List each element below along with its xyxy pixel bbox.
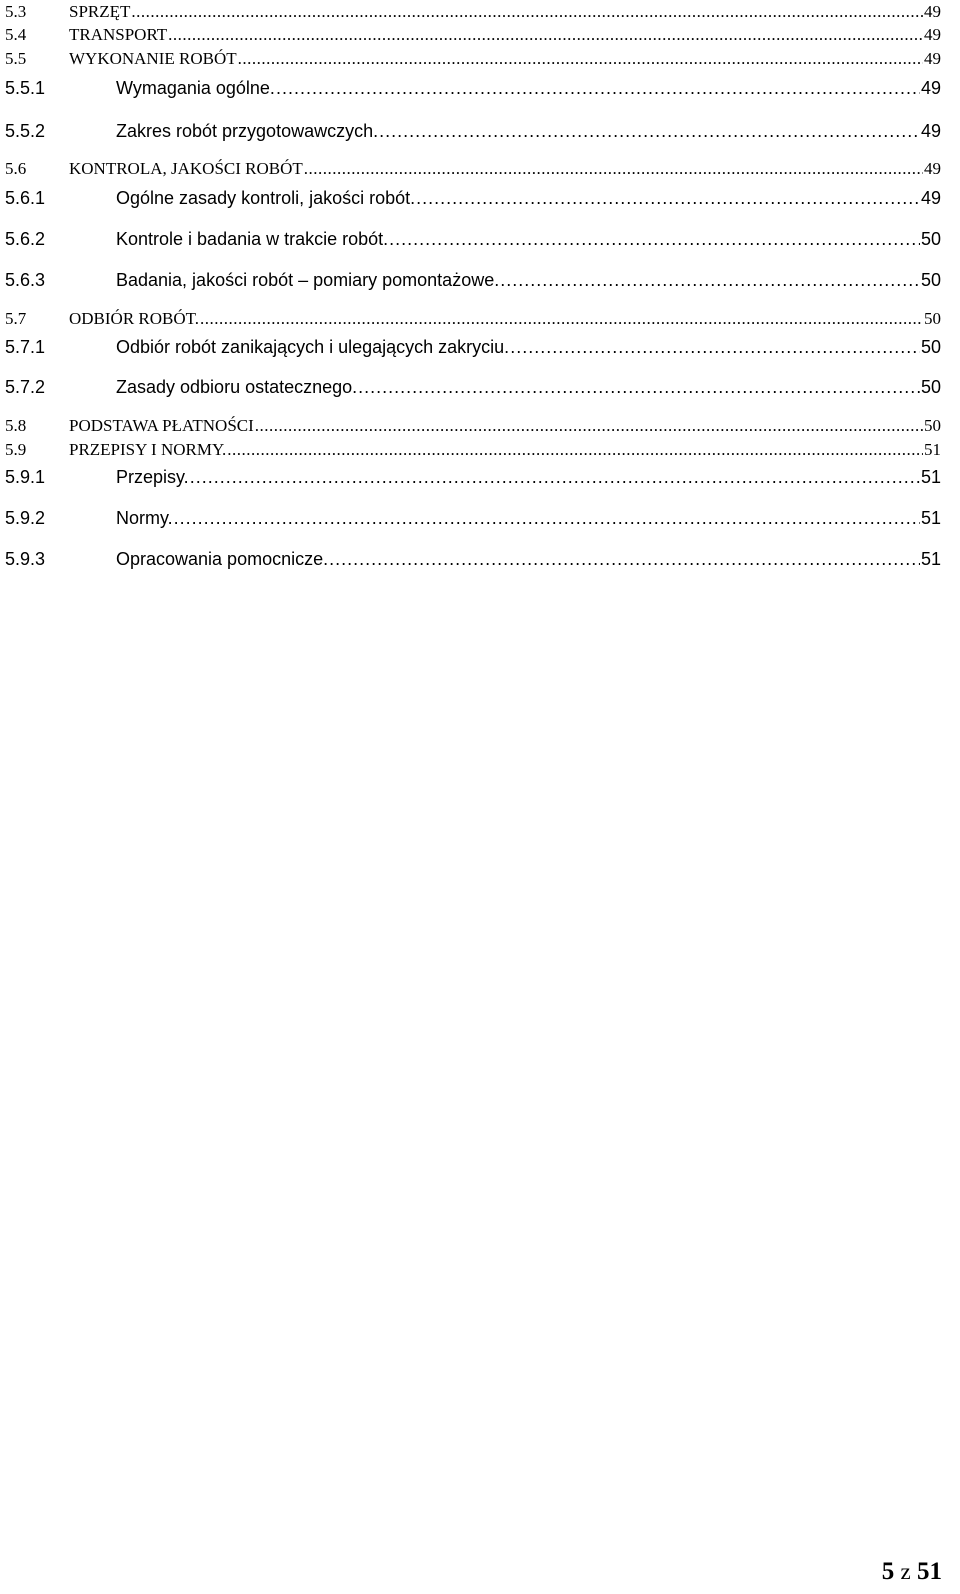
toc-entry[interactable] [5,269,941,291]
toc-number: 5.6.1 [5,188,46,208]
toc-leader [190,466,920,488]
toc-leader [255,416,923,436]
toc-page: 51 [924,440,941,459]
toc-leader [379,120,920,142]
toc-page: 49 [924,49,941,68]
toc-title: Wymagania ogólne. [116,78,275,98]
toc-leader [304,159,923,179]
page-number-footer [882,1557,942,1587]
toc-number: 5.7 [5,309,27,328]
toc-number: 5.5.1 [5,78,46,98]
total-page-count: 51 [917,1558,942,1585]
toc-page: 49 [920,188,941,208]
toc-title: PODSTAWA PŁATNOŚCI [69,416,254,435]
toc-page: 50 [920,377,941,397]
toc-entry[interactable] [5,336,941,358]
toc-page: 50 [920,229,941,249]
toc-page: 50 [920,337,941,357]
toc-leader [416,187,920,209]
toc-entry[interactable] [5,507,941,529]
toc-page: 51 [920,549,941,569]
toc-number: 5.4 [5,25,27,44]
toc-entry[interactable] [5,548,941,570]
page-separator: z [900,1559,911,1584]
toc-entry[interactable] [5,228,941,250]
toc-page: 49 [924,2,941,21]
toc-title: KONTROLA, JAKOŚCI ROBÓT [69,159,303,178]
toc-title: TRANSPORT [69,25,168,44]
toc-number: 5.6.3 [5,270,46,290]
toc-page: 50 [920,270,941,290]
toc-entry[interactable] [5,187,941,209]
toc-number: 5.9.3 [5,549,46,569]
toc-title: WYKONANIE ROBÓT [69,49,237,68]
toc-title: Normy. [116,508,173,528]
toc-number: 5.7.1 [5,337,46,357]
toc-leader [358,376,920,398]
toc-number: 5.3 [5,2,27,21]
toc-number: 5.8 [5,416,27,435]
toc-title: Odbiór robót zanikających i ulegających zakryciu. [116,337,510,357]
toc-title: ODBIÓR ROBÓT. [69,309,200,328]
toc-entry[interactable] [5,120,941,142]
toc-leader [329,548,920,570]
toc-leader [500,269,920,291]
toc-title: SPRZĘT [69,2,131,21]
toc-page: 49 [920,121,941,141]
toc-number: 5.6 [5,159,27,178]
toc-title: Ogólne zasady kontroli, jakości robót. [116,188,416,208]
toc-page: 50 [924,416,941,435]
toc-number: 5.5.2 [5,121,46,141]
toc-entry[interactable] [5,309,941,329]
toc-title: Opracowania pomocnicze. [116,549,329,569]
toc-page: 51 [920,467,941,487]
toc-number: 5.9.2 [5,508,46,528]
toc-title: PRZEPISY I NORMY. [69,440,227,459]
toc-number: 5.5 [5,49,27,68]
toc-leader [227,440,923,460]
toc-number: 5.9.1 [5,467,46,487]
toc-leader [238,49,923,69]
toc-number: 5.9 [5,440,27,459]
toc-leader [510,336,920,358]
toc-entry[interactable] [5,2,941,22]
toc-entry[interactable] [5,376,941,398]
toc-page: 50 [924,309,941,328]
current-page-number: 5 [881,1558,895,1585]
toc-page: 51 [920,508,941,528]
toc-entry[interactable] [5,77,941,99]
toc-page: 49 [924,159,941,178]
toc-entry[interactable] [5,466,941,488]
toc-title: Przepisy. [116,467,189,487]
toc-entry[interactable] [5,440,941,460]
toc-leader [168,25,923,45]
toc-number: 5.7.2 [5,377,46,397]
toc-entry[interactable] [5,49,941,69]
toc-title: Zasady odbioru ostatecznego. [116,377,358,397]
toc-leader [276,77,920,99]
toc-leader [200,309,923,329]
toc-page: 49 [924,25,941,44]
toc-title: Zakres robót przygotowawczych. [116,121,379,141]
toc-leader [389,228,920,250]
toc-leader [131,2,923,22]
toc-entry[interactable] [5,159,941,179]
toc-entry[interactable] [5,25,941,45]
toc-title: Badania, jakości robót – pomiary pomontażowe. [116,270,500,290]
toc-entry[interactable] [5,416,941,436]
toc-number: 5.6.2 [5,229,46,249]
toc-page: 49 [920,78,941,98]
toc-leader [174,507,920,529]
toc-title: Kontrole i badania w trakcie robót. [116,229,389,249]
